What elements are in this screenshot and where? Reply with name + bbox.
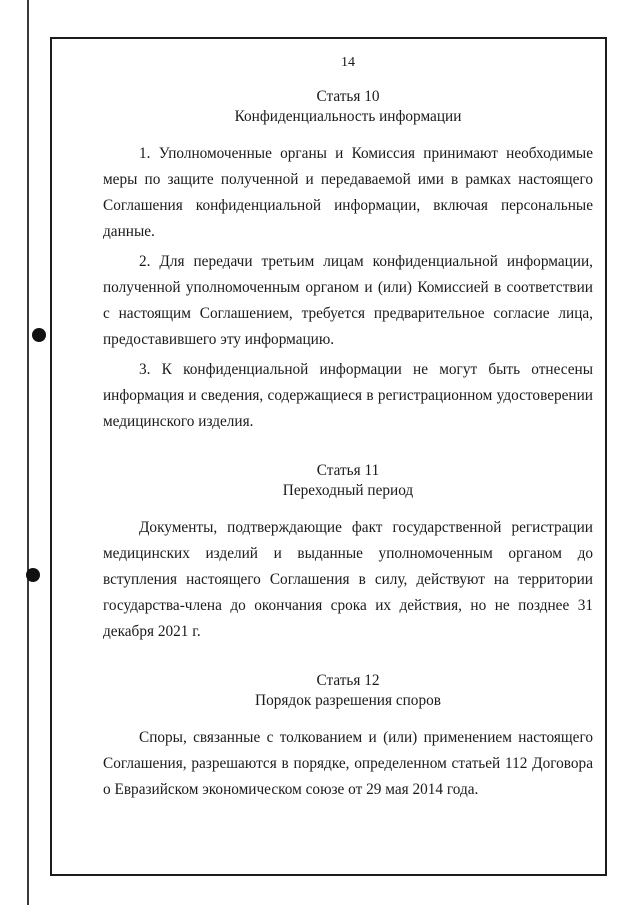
paragraph: 2. Для передачи третьим лицам конфиденциальной информации, полученной уполномоченным органом и (или) Комиссией в соответствии с настоящим Соглашением, требуется предварительное согласие лица, предоставившего эту информацию. — [103, 253, 593, 348]
punch-hole-top — [32, 328, 46, 342]
paragraph: Споры, связанные с толкованием и (или) применением настоящего Соглашения, разрешаются в порядке, определенном статьей 112 Договора о Евразийском экономическом союзе от 29 мая 2014 года. — [103, 729, 593, 798]
article-title: Конфиденциальность информации — [234, 108, 462, 125]
paragraph: 1. Уполномоченные органы и Комиссия принимают необходимые меры по защите полученной и передаваемой ими в рамках настоящего Соглашения конфиденциальной информации, включая персональные данные. — [103, 145, 593, 240]
punch-hole-bottom — [26, 568, 40, 582]
article-11 — [103, 461, 593, 645]
document-page — [103, 53, 593, 817]
article-10 — [103, 87, 593, 435]
paragraph: Документы, подтверждающие факт государственной регистрации медицинских изделий и выданные уполномоченным органом до вступления настоящего Соглашения в силу, действуют на территории государства-члена до окончания срока их действия, но не позднее 31 декабря 2021 г. — [103, 519, 593, 640]
article-number: Статья 12 — [316, 672, 380, 689]
article-12 — [103, 671, 593, 803]
page-number: 14 — [341, 55, 355, 70]
binding-line — [27, 0, 29, 905]
article-number: Статья 10 — [316, 88, 380, 105]
paragraph: 3. К конфиденциальной информации не могут быть отнесены информация и сведения, содержащиеся в регистрационном удостоверении медицинского изделия. — [103, 361, 593, 430]
article-title: Переходный период — [282, 482, 414, 499]
article-number: Статья 11 — [316, 462, 380, 479]
article-title: Порядок разрешения споров — [255, 692, 441, 709]
